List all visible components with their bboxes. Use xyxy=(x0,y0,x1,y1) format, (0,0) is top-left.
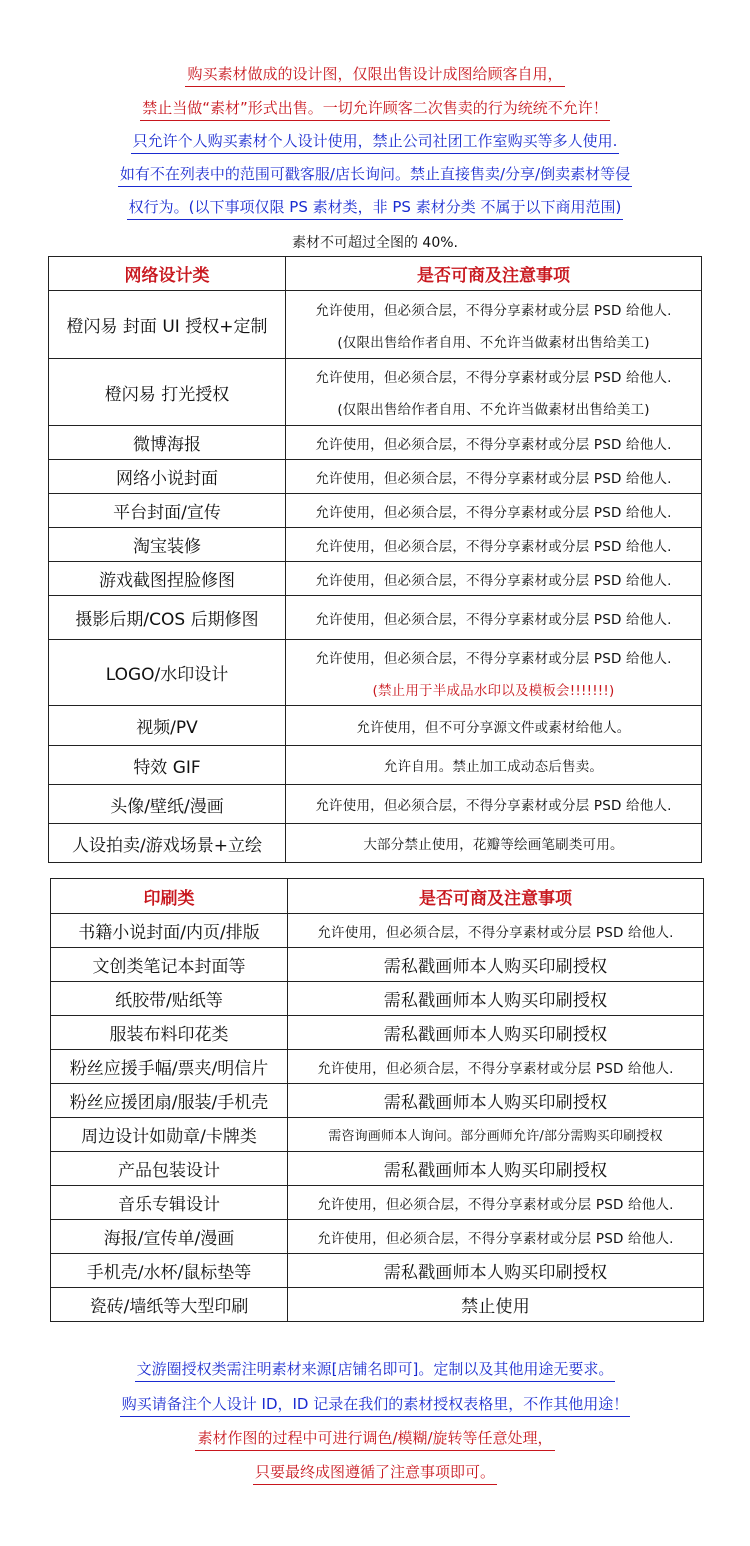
top-note-1-text: 购买素材做成的设计图，仅限出售设计成图给顾客自用， xyxy=(185,64,564,87)
bottom-note-3 xyxy=(0,1428,750,1451)
row-category: 服装布料印花类 xyxy=(51,1016,288,1050)
row-notes: 允许使用，但必须合层，不得分享素材或分层 PSD 给他人. xyxy=(286,528,702,562)
row-category: LOGO/水印设计 xyxy=(49,640,286,706)
material-limit-note: 素材不可超过全图的 40%. xyxy=(291,235,459,251)
row-notes: 需私戳画师本人购买印刷授权 xyxy=(288,982,704,1016)
row-notes: 允许使用，但必须合层，不得分享素材或分层 PSD 给他人. xyxy=(286,494,702,528)
table-row xyxy=(49,562,702,596)
row-category: 橙闪易 打光授权 xyxy=(49,359,286,426)
web-table-header xyxy=(49,257,702,291)
table-row xyxy=(51,1118,704,1152)
row-notes-warning: (禁止用于半成品水印以及模板会!!!!!!!) xyxy=(372,682,615,699)
row-category: 视频/PV xyxy=(49,706,286,746)
bottom-note-2 xyxy=(0,1394,750,1417)
table-row xyxy=(49,359,702,426)
top-note-5 xyxy=(0,197,750,220)
table-row xyxy=(51,1050,704,1084)
row-category: 纸胶带/贴纸等 xyxy=(51,982,288,1016)
table-row xyxy=(51,1186,704,1220)
web-design-table xyxy=(48,256,702,863)
bottom-note-2-text: 购买请备注个人设计 ID，ID 记录在我们的素材授权表格里，不作其他用途！ xyxy=(120,1394,631,1417)
row-notes: 允许使用，但必须合层，不得分享素材或分层 PSD 给他人. xyxy=(286,785,702,824)
row-category: 微博海报 xyxy=(49,426,286,460)
bottom-note-4 xyxy=(0,1462,750,1485)
row-notes xyxy=(286,359,702,426)
table-row xyxy=(49,494,702,528)
web-header-category: 网络设计类 xyxy=(49,257,286,291)
table-row xyxy=(51,1016,704,1050)
row-notes: 禁止使用 xyxy=(288,1288,704,1322)
top-note-5-text: 权行为。(以下事项仅限 PS 素材类，非 PS 素材分类 不属于以下商用范围) xyxy=(127,197,624,220)
print-table xyxy=(50,878,704,1322)
row-category: 手机壳/水杯/鼠标垫等 xyxy=(51,1254,288,1288)
print-header-category: 印刷类 xyxy=(51,879,288,914)
table-row xyxy=(49,746,702,785)
table-row xyxy=(49,824,702,863)
table-row xyxy=(49,640,702,706)
top-note-3 xyxy=(0,131,750,154)
row-category: 文创类笔记本封面等 xyxy=(51,948,288,982)
table-row xyxy=(49,426,702,460)
row-notes: 允许使用，但必须合层，不得分享素材或分层 PSD 给他人. xyxy=(286,596,702,640)
top-note-1 xyxy=(0,64,750,87)
row-notes: 允许使用，但必须合层，不得分享素材或分层 PSD 给他人. xyxy=(286,460,702,494)
table-row xyxy=(49,528,702,562)
row-category: 摄影后期/COS 后期修图 xyxy=(49,596,286,640)
top-note-2 xyxy=(0,98,750,121)
row-notes: 允许使用，但必须合层，不得分享素材或分层 PSD 给他人. xyxy=(288,1186,704,1220)
row-notes-line1: 允许使用，但必须合层，不得分享素材或分层 PSD 给他人. xyxy=(315,370,672,386)
bottom-note-1-text: 文游圈授权类需注明素材来源[店铺名即可]。定制以及其他用途无要求。 xyxy=(135,1359,616,1382)
row-category: 橙闪易 封面 UI 授权+定制 xyxy=(49,291,286,359)
row-notes: 需私戳画师本人购买印刷授权 xyxy=(288,1254,704,1288)
row-notes: 需私戳画师本人购买印刷授权 xyxy=(288,1152,704,1186)
row-notes: 允许自用。禁止加工成动态后售卖。 xyxy=(286,746,702,785)
row-notes-line1: 允许使用，但必须合层，不得分享素材或分层 PSD 给他人. xyxy=(315,650,672,667)
row-category: 人设拍卖/游戏场景+立绘 xyxy=(49,824,286,863)
row-notes: 允许使用，但必须合层，不得分享素材或分层 PSD 给他人. xyxy=(288,914,704,948)
web-header-notes: 是否可商及注意事项 xyxy=(286,257,702,291)
row-notes: 允许使用，但必须合层，不得分享素材或分层 PSD 给他人. xyxy=(288,1050,704,1084)
table-row xyxy=(51,914,704,948)
row-category: 游戏截图捏脸修图 xyxy=(49,562,286,596)
table-row xyxy=(49,706,702,746)
table-row xyxy=(51,1152,704,1186)
row-category: 产品包装设计 xyxy=(51,1152,288,1186)
row-category: 书籍小说封面/内页/排版 xyxy=(51,914,288,948)
table-row xyxy=(51,948,704,982)
row-notes xyxy=(286,640,702,706)
row-category: 瓷砖/墙纸等大型印刷 xyxy=(51,1288,288,1322)
row-notes xyxy=(286,291,702,359)
table-row xyxy=(49,785,702,824)
row-notes: 大部分禁止使用，花瓣等绘画笔刷类可用。 xyxy=(286,824,702,863)
row-category: 淘宝装修 xyxy=(49,528,286,562)
table-row xyxy=(51,1084,704,1118)
table-row xyxy=(49,291,702,359)
table-row xyxy=(51,982,704,1016)
row-category: 周边设计如勋章/卡牌类 xyxy=(51,1118,288,1152)
bottom-note-1 xyxy=(0,1359,750,1382)
row-category: 平台封面/宣传 xyxy=(49,494,286,528)
row-category: 粉丝应援团扇/服装/手机壳 xyxy=(51,1084,288,1118)
row-category: 粉丝应援手幅/票夹/明信片 xyxy=(51,1050,288,1084)
row-notes: 需咨询画师本人询问。部分画师允许/部分需购买印刷授权 xyxy=(288,1118,704,1152)
print-table-header xyxy=(51,879,704,914)
row-notes: 允许使用，但必须合层，不得分享素材或分层 PSD 给他人. xyxy=(286,426,702,460)
table-row xyxy=(51,1220,704,1254)
row-category: 头像/壁纸/漫画 xyxy=(49,785,286,824)
top-note-4-text: 如有不在列表中的范围可戳客服/店长询问。禁止直接售卖/分享/倒卖素材等侵 xyxy=(118,164,632,187)
table-row xyxy=(49,596,702,640)
top-note-3-text: 只允许个人购买素材个人设计使用，禁止公司社团工作室购买等多人使用. xyxy=(131,131,620,154)
row-category: 音乐专辑设计 xyxy=(51,1186,288,1220)
row-category: 网络小说封面 xyxy=(49,460,286,494)
bottom-note-3-text: 素材作图的过程中可进行调色/模糊/旋转等任意处理， xyxy=(195,1428,554,1451)
print-header-notes: 是否可商及注意事项 xyxy=(288,879,704,914)
row-notes: 允许使用，但必须合层，不得分享素材或分层 PSD 给他人. xyxy=(286,562,702,596)
row-notes: 需私戳画师本人购买印刷授权 xyxy=(288,1084,704,1118)
row-notes-line2: (仅限出售给作者自用、不允许当做素材出售给美工) xyxy=(337,402,650,418)
row-notes-line2: (仅限出售给作者自用、不允许当做素材出售给美工) xyxy=(337,334,650,351)
row-notes-line1: 允许使用，但必须合层，不得分享素材或分层 PSD 给他人. xyxy=(315,302,672,319)
top-note-4 xyxy=(0,164,750,187)
row-notes: 允许使用，但必须合层，不得分享素材或分层 PSD 给他人. xyxy=(288,1220,704,1254)
row-notes: 允许使用，但不可分享源文件或素材给他人。 xyxy=(286,706,702,746)
row-category: 海报/宣传单/漫画 xyxy=(51,1220,288,1254)
table-row xyxy=(49,460,702,494)
row-notes: 需私戳画师本人购买印刷授权 xyxy=(288,1016,704,1050)
table-row xyxy=(51,1288,704,1322)
bottom-note-4-text: 只要最终成图遵循了注意事项即可。 xyxy=(253,1462,497,1485)
row-category: 特效 GIF xyxy=(49,746,286,785)
table-row xyxy=(51,1254,704,1288)
top-note-2-text: 禁止当做“素材”形式出售。一切允许顾客二次售卖的行为统统不允许！ xyxy=(140,98,610,121)
row-notes: 需私戳画师本人购买印刷授权 xyxy=(288,948,704,982)
